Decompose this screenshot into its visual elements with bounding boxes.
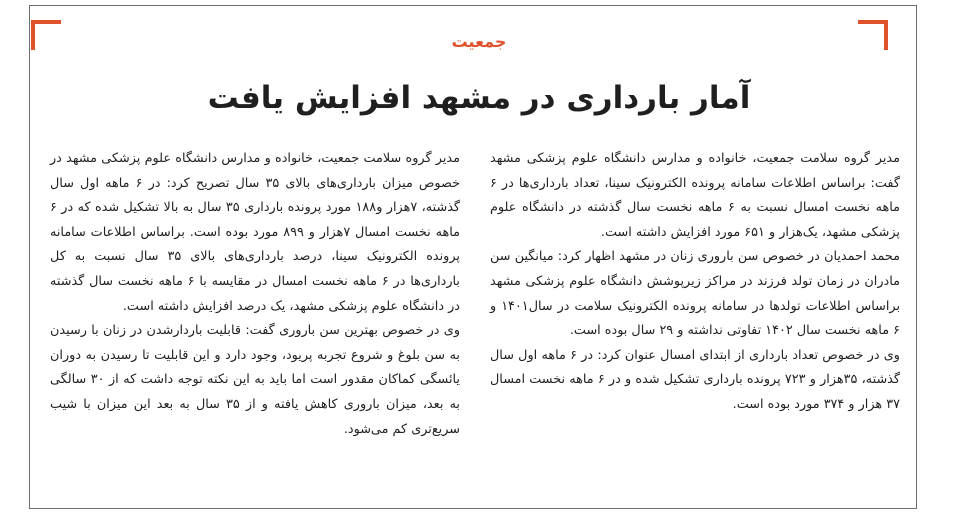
paragraph: مدیر گروه سلامت جمعیت، خانواده و مدارس دانشگاه علوم پزشکی مشهد گفت: براساس اطلاعات سامانه پرونده الکترونیک سینا، تعداد بارداری‌ها در ۶ ماهه نخست امسال نسبت به ۶ ماهه نخست سال گذشته در دانشگاه علوم پزشکی مشهد، یک‌هزار و ۶۵۱ مورد افزایش داشته است. bbox=[490, 151, 900, 240]
headline: آمار بارداری در مشهد افزایش یافت bbox=[207, 80, 751, 116]
paragraph: محمد احمدیان در خصوص سن باروری زنان در مشهد اظهار کرد: میانگین سن مادران در زمان تولد فرزند در مراکز زیرپوشش دانشگاه علوم پزشکی مشهد براساس اطلاعات تولدها در سامانه پرونده الکترونیک سلامت در سال۱۴۰۱ و ۶ ماهه نخست سال ۱۴۰۲ تفاوتی نداشته و ۲۹ سال بوده است. bbox=[490, 249, 901, 339]
paragraph: وی در خصوص بهترین سن باروری گفت: قابلیت باردارشدن در زنان با رسیدن به سن بلوغ و شروع تجربه پریود، وجود دارد و این قابلیت تا رسیدن به دوران یائسگی کماکان مقدور است اما باید به این نکته توجه داشت که از ۳۰ سالگی به بعد، میزان باروری کاهش یافته و از ۳۵ سال به بعد این میزان با شیب سریع‌تری کم می‌شود. bbox=[50, 323, 460, 437]
paragraph: مدیر گروه سلامت جمعیت، خانواده و مدارس دانشگاه علوم پزشکی مشهد در خصوص میزان بارداری‌های بالای ۳۵ سال تصریح کرد: در ۶ ماهه اول سال گذشته، ۷هزار و۱۸۸ مورد پرونده بارداری ۳۵ سال به بالا تشکیل شده که در ۶ ماهه نخست امسال ۷هزار و ۸۹۹ مورد بوده است. براساس اطلاعات سامانه پرونده الکترونیک سینا، درصد بارداری‌های بالای ۳۵ سال نسبت به کل بارداری‌ها در ۶ ماهه نخست امسال در مقایسه با ۶ ماهه نخست سال گذشته در دانشگاه علوم پزشکی مشهد، یک درصد افزایش داشته است. bbox=[50, 151, 461, 314]
article-column-left bbox=[50, 147, 460, 442]
paragraph: وی در خصوص تعداد بارداری از ابتدای امسال عنوان کرد: در ۶ ماهه اول سال گذشته، ۳۵هزار و ۷۲۳ پرونده بارداری تشکیل شده و در ۶ ماهه نخست امسال ۳۷ هزار و ۳۷۴ مورد بوده است. bbox=[490, 347, 900, 412]
article-column-right bbox=[490, 147, 900, 418]
section-label: جمعیت bbox=[451, 32, 507, 51]
